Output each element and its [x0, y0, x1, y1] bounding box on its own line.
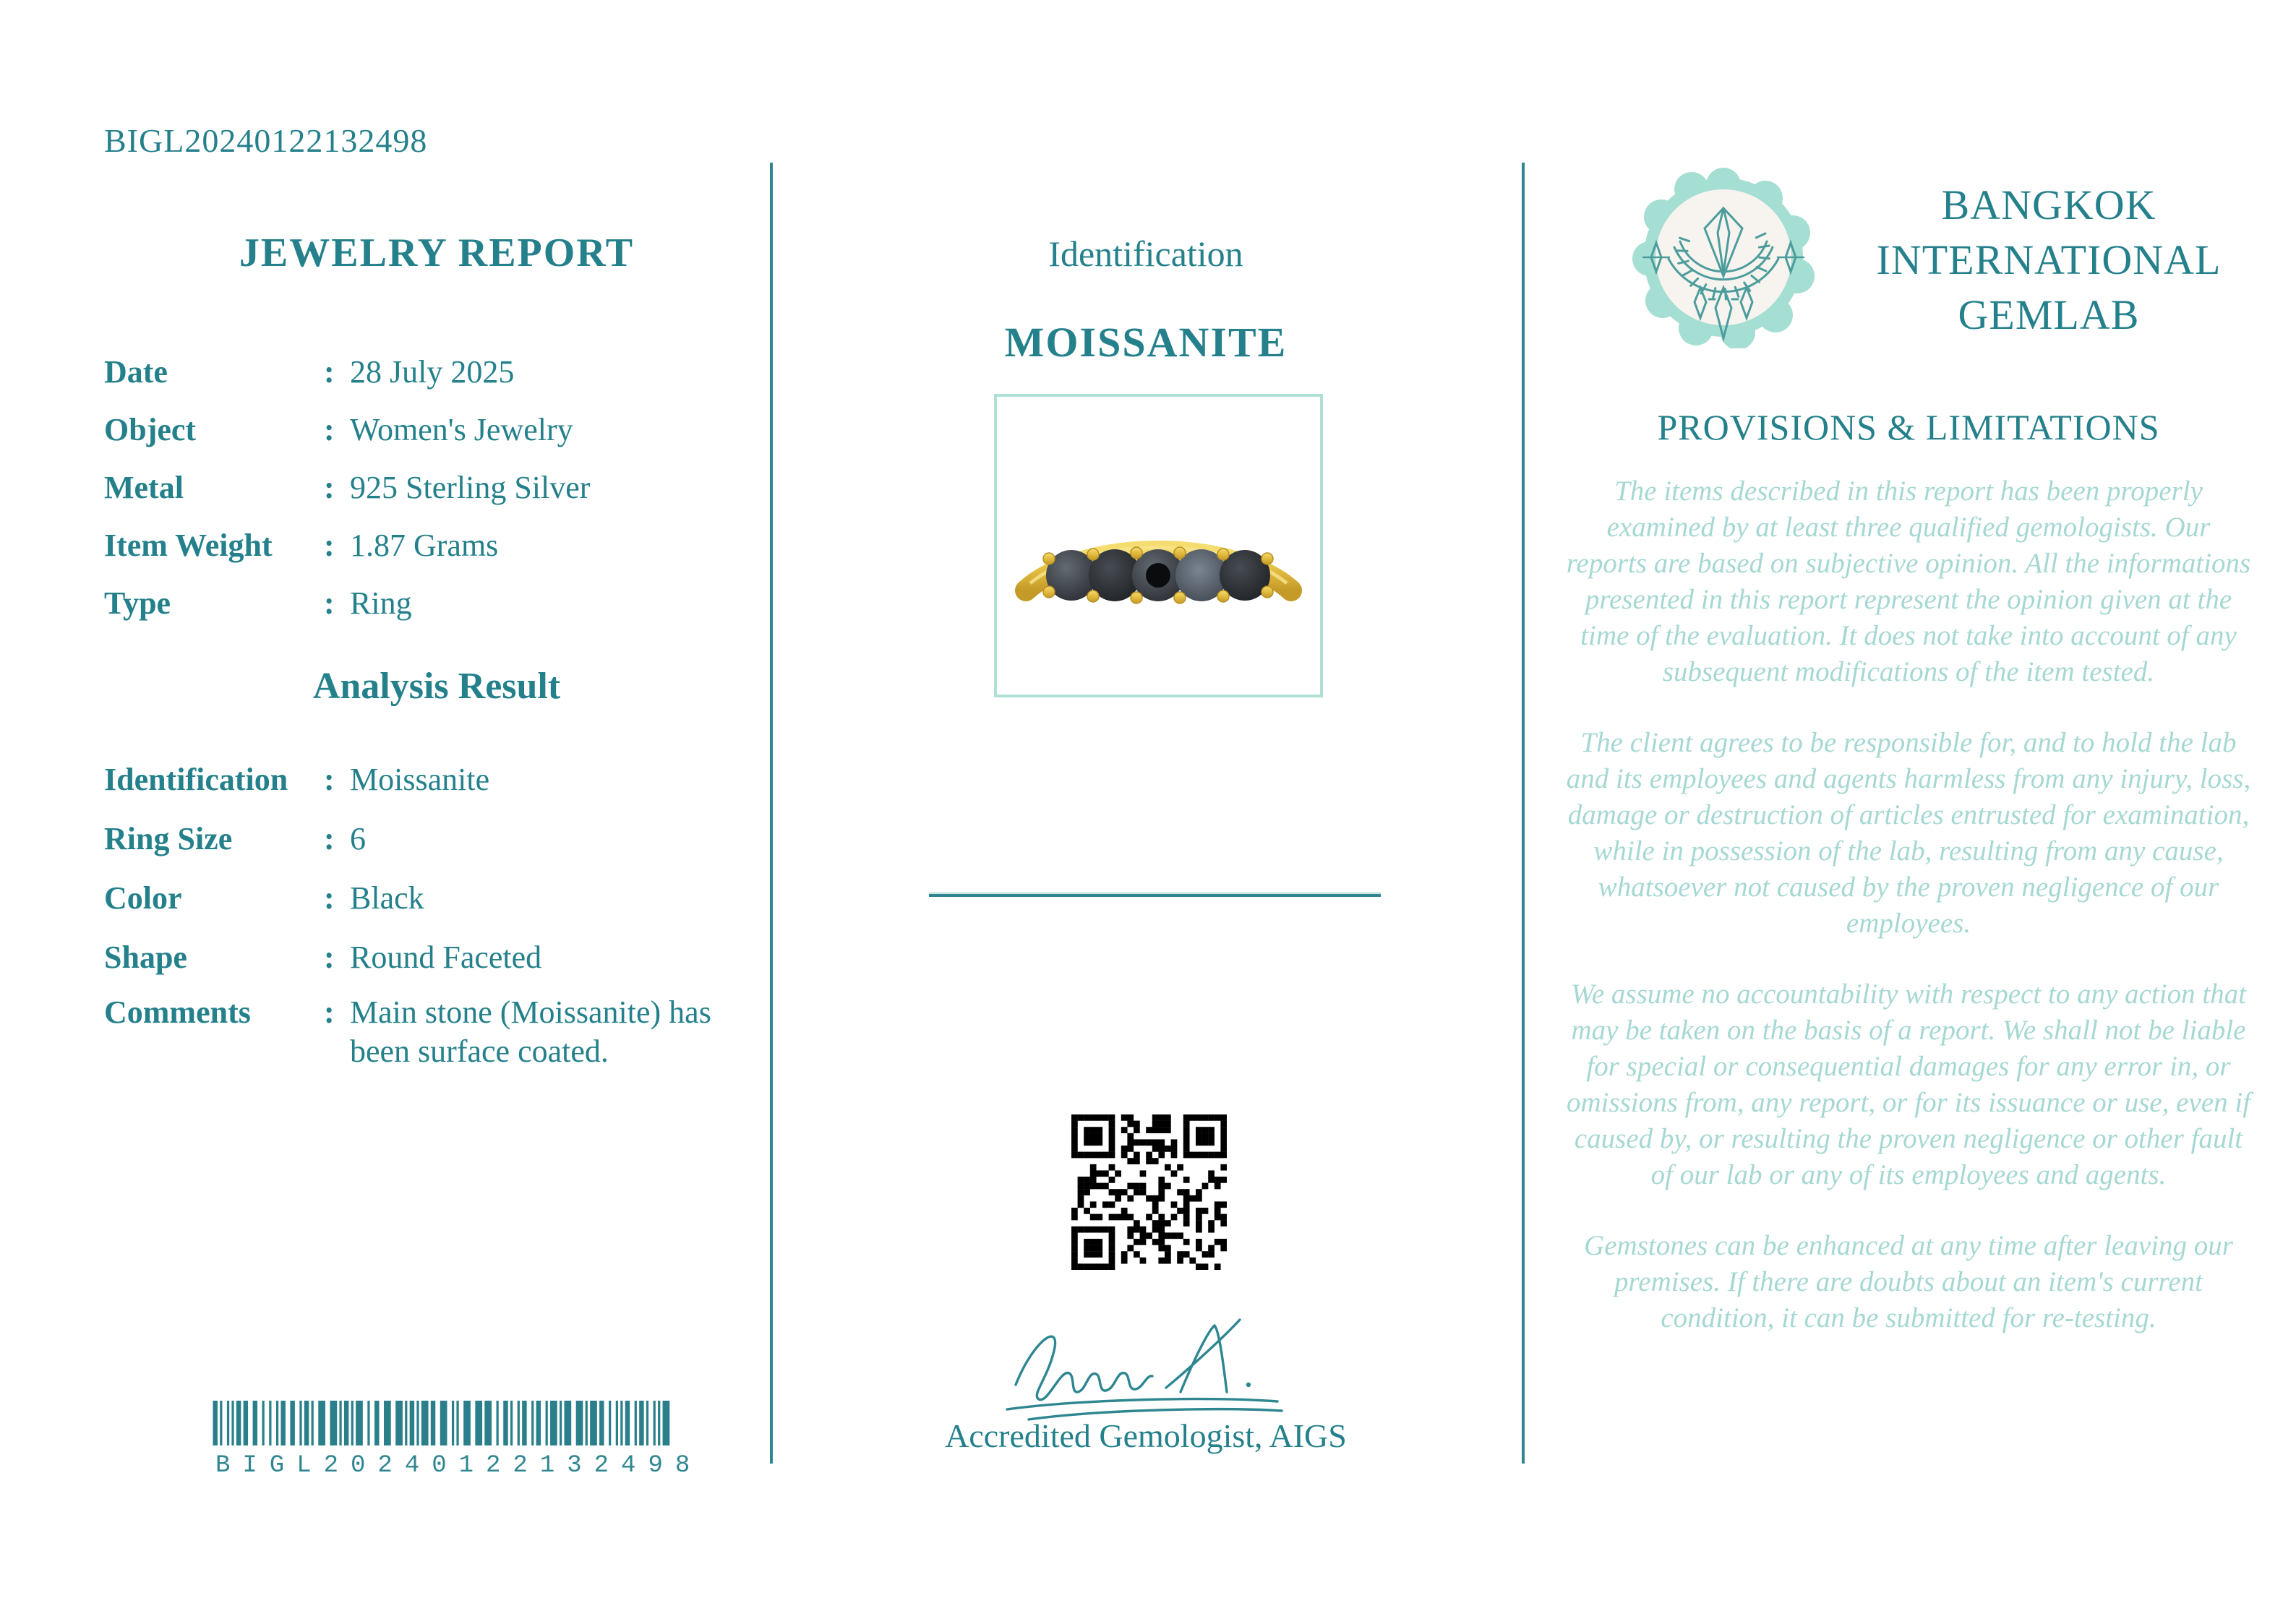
field-colon: : [324, 940, 335, 975]
identification-result: MOISSANITE [1004, 319, 1288, 366]
identification-heading: Identification [1048, 233, 1243, 274]
field-label: Color [104, 880, 182, 916]
field-label: Object [104, 412, 197, 447]
field-row-object [104, 411, 763, 450]
lab-name-line: GEMLAB [1958, 291, 2140, 338]
barcode-text: BIGL20240122132498 [215, 1452, 703, 1479]
field-value: 1.87 Grams [350, 528, 499, 563]
field-colon: : [324, 528, 335, 563]
field-label: Comments [104, 994, 251, 1030]
analysis-row-comments [104, 993, 763, 1071]
field-colon: : [324, 994, 335, 1030]
provisions-paragraph: We assume no accountability with respect to any action that may be taken on the basis of a report. We shall not be liable for special or consequential damages for any error in, or omissions from, any report, or for its issuance or use, even if caused by, or resulting the proven negligence or other fault of our lab or any of its employees and agents. [1566, 979, 2251, 1190]
provisions-paragraph: The client agrees to be responsible for, and to hold the lab and its employees and agents harmless from any injury, loss, damage or destruction of articles entrusted for examination, while in possession of the lab, resulting from any cause, whatsoever not caused by the proven negligence of our employees. [1566, 727, 2251, 939]
field-colon: : [324, 585, 335, 621]
field-row-item-weight [104, 526, 763, 565]
lab-name [1830, 178, 2267, 343]
field-label: Shape [104, 940, 187, 975]
jewelry-photo-frame [994, 394, 1323, 697]
field-label: Type [104, 585, 171, 621]
field-colon: : [324, 412, 335, 447]
field-colon: : [324, 821, 335, 856]
field-label: Ring Size [104, 821, 233, 856]
provisions-paragraph: The items described in this report has been properly examined by at least three qualified gemologists. Our reports are based on subjective opinion. All the informations presented in this report represent the opinion given at the time of the evaluation. It does not take into account of any subsequent modifications of the item tested. [1566, 476, 2251, 687]
lab-logo [1632, 166, 1815, 348]
field-value: Main stone (Moissanite) has been surface coated. [350, 994, 711, 1069]
field-value: Round Faceted [350, 940, 542, 975]
provisions-title: PROVISIONS & LIMITATIONS [1657, 407, 2160, 447]
field-label: Identification [104, 762, 288, 797]
field-row-type [104, 584, 763, 623]
field-label: Metal [104, 470, 184, 505]
lab-name-line: INTERNATIONAL [1876, 236, 2222, 283]
analysis-row-color [104, 879, 763, 918]
field-value: 6 [350, 821, 366, 856]
column-divider-right [1522, 163, 1525, 1464]
provisions-paragraph: Gemstones can be enhanced at any time after leaving our premises. If there are doubts about an item's current condition, it can be submitted for re-testing. [1584, 1230, 2233, 1333]
analysis-result-title: Analysis Result [312, 666, 561, 707]
field-label: Date [104, 354, 168, 390]
analysis-row-ring-size [104, 820, 763, 859]
analysis-row-identification [104, 760, 763, 799]
barcode-bars-image [208, 1401, 677, 1445]
ring-image [997, 397, 1320, 695]
lab-name-line: BANGKOK [1941, 181, 2156, 228]
field-colon: : [324, 762, 335, 797]
jewelry-report-title: JEWELRY REPORT [239, 231, 635, 275]
provisions-paragraphs [1565, 473, 2252, 1371]
field-label: Item Weight [104, 528, 273, 563]
field-colon: : [324, 470, 335, 505]
field-row-date [104, 353, 763, 392]
field-value: Women's Jewelry [350, 412, 573, 447]
report-number: BIGL20240122132498 [104, 122, 428, 159]
field-value: 925 Sterling Silver [350, 470, 591, 505]
field-row-metal [104, 468, 763, 507]
separator-line [929, 894, 1381, 897]
field-colon: : [324, 880, 335, 916]
gemologist-signature [994, 1299, 1308, 1428]
field-colon: : [324, 354, 335, 390]
barcode [208, 1401, 703, 1479]
field-value: Ring [350, 585, 412, 621]
field-value: Black [350, 880, 424, 916]
field-value: Moissanite [350, 762, 490, 797]
accredited-gemologist-label: Accredited Gemologist, AIGS [945, 1417, 1347, 1454]
field-value: 28 July 2025 [350, 354, 515, 390]
analysis-row-shape [104, 938, 763, 977]
qr-code [1071, 1114, 1227, 1270]
